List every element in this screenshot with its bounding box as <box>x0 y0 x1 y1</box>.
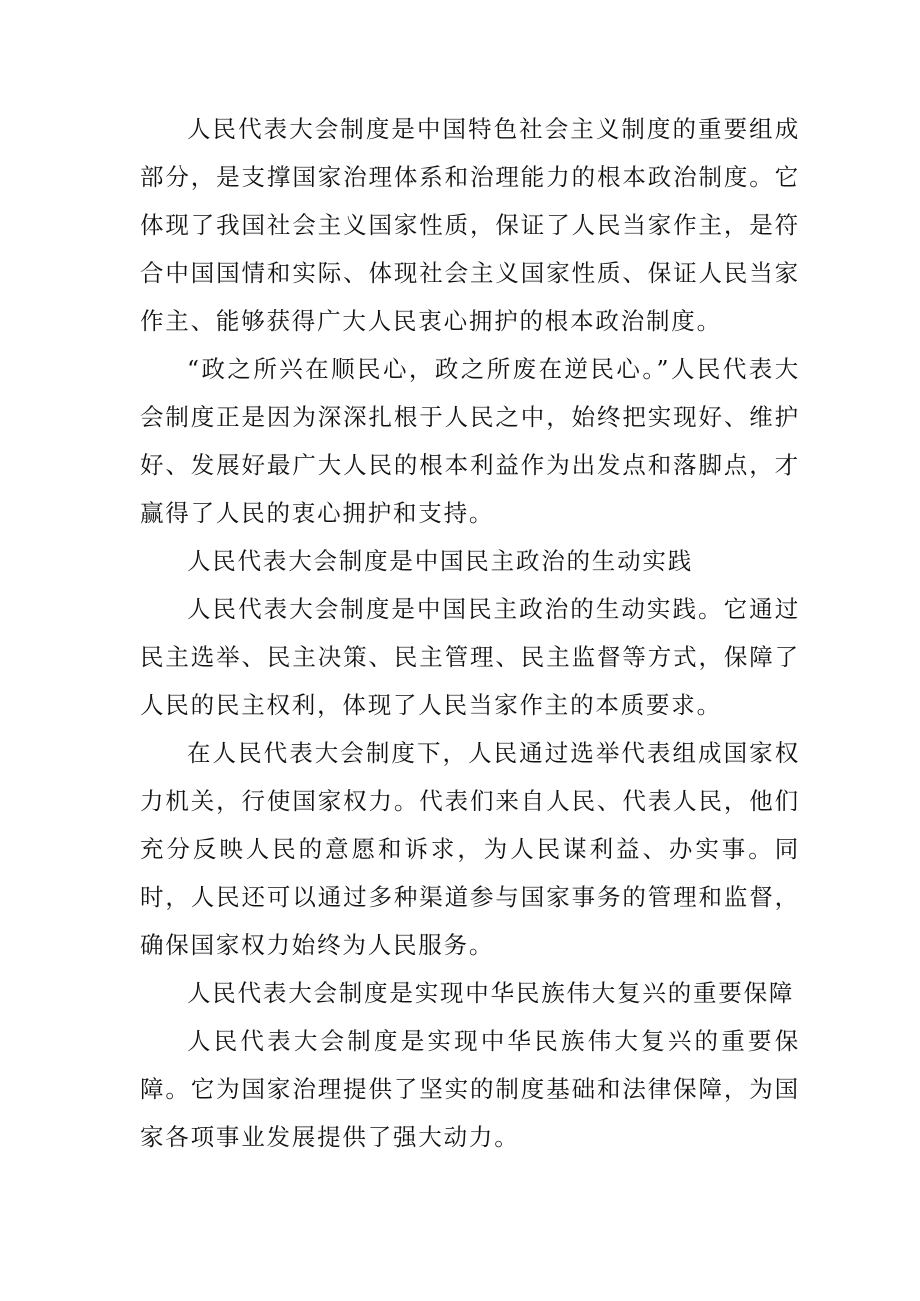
paragraph-representatives: 在人民代表大会制度下，人民通过选举代表组成国家权力机关，行使国家权力。代表们来自人民、代表人民，他们充分反映人民的意愿和诉求，为人民谋利益、办实事。同时，人民还可以通过多种渠道参与国家事务的管理和监督，确保国家权力始终为人民服务。 <box>140 739 800 959</box>
section-heading-rejuvenation: 人民代表大会制度是实现中华民族伟大复兴的重要保障 <box>187 979 795 1007</box>
paragraph-quote: “政之所兴在顺民心，政之所废在逆民心。”人民代表大会制度正是因为深深扎根于人民之中，始终把实现好、维护好、发展好最广大人民的根本利益作为出发点和落脚点，才赢得了人民的衷心拥护和支持。 <box>140 355 800 527</box>
paragraph-intro: 人民代表大会制度是中国特色社会主义制度的重要组成部分，是支撑国家治理体系和治理能力的根本政治制度。它体现了我国社会主义国家性质，保证了人民当家作主，是符合中国国情和实际、体现社会主义国家性质、保证人民当家作主、能够获得广大人民衷心拥护的根本政治制度。 <box>140 115 800 335</box>
section-heading-democracy: 人民代表大会制度是中国民主政治的生动实践 <box>187 547 693 575</box>
document-body <box>140 105 800 1161</box>
paragraph-democracy: 人民代表大会制度是中国民主政治的生动实践。它通过民主选举、民主决策、民主管理、民主监督等方式，保障了人民的民主权利，体现了人民当家作主的本质要求。 <box>140 595 800 719</box>
paragraph-rejuvenation: 人民代表大会制度是实现中华民族伟大复兴的重要保障。它为国家治理提供了坚实的制度基础和法律保障，为国家各项事业发展提供了强大动力。 <box>140 1027 800 1151</box>
